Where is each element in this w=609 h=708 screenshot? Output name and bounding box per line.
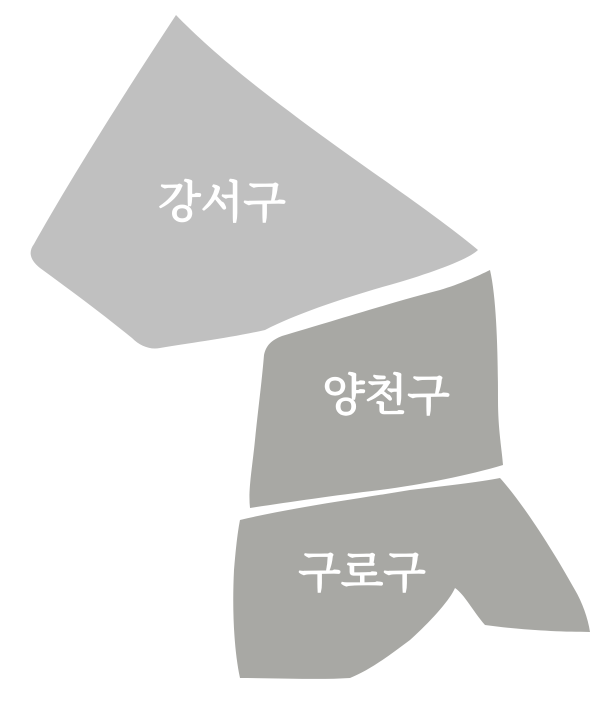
district-guro[interactable] [233, 478, 590, 679]
district-yangcheon-label: 양천구 [322, 370, 450, 421]
district-gangseo-label: 강서구 [158, 177, 286, 228]
district-guro-label: 구로구 [298, 547, 426, 598]
